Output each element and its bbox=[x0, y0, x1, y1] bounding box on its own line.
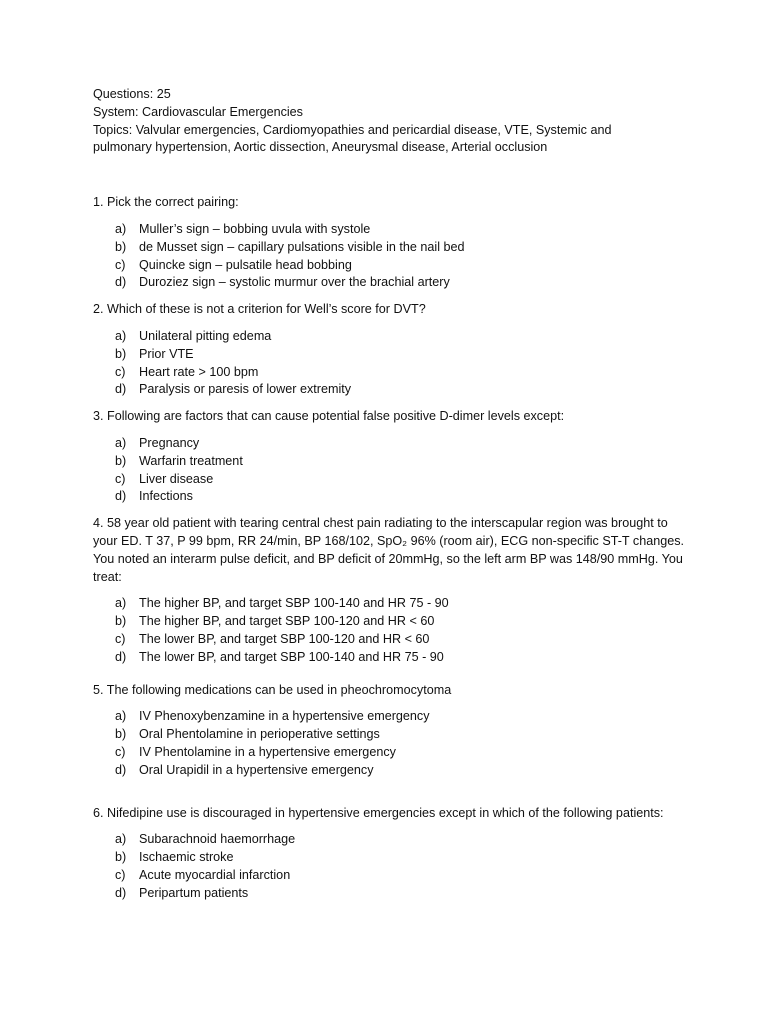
answer-options bbox=[93, 708, 693, 779]
document-page bbox=[93, 86, 693, 902]
answer-option bbox=[93, 726, 693, 744]
question-4 bbox=[93, 515, 693, 666]
answer-option bbox=[93, 257, 693, 275]
option-letter: a) bbox=[115, 832, 127, 847]
question-list bbox=[93, 194, 693, 902]
question-text: 5. The following medications can be used in pheochromocytoma bbox=[93, 682, 452, 697]
answer-option bbox=[93, 328, 693, 346]
option-text: Peripartum patients bbox=[139, 885, 249, 900]
answer-option bbox=[93, 649, 693, 667]
option-text: Muller’s sign – bobbing uvula with systole bbox=[139, 221, 371, 236]
question-text: 2. Which of these is not a criterion for Well’s score for DVT? bbox=[93, 302, 426, 317]
option-text: Oral Phentolamine in perioperative settings bbox=[139, 727, 380, 742]
option-letter: a) bbox=[115, 435, 127, 450]
option-letter: a) bbox=[115, 596, 127, 611]
answer-option bbox=[93, 453, 693, 471]
answer-option bbox=[93, 221, 693, 239]
option-text: Acute myocardial infarction bbox=[139, 867, 291, 882]
option-letter: a) bbox=[115, 709, 127, 724]
answer-options bbox=[93, 435, 693, 506]
answer-option bbox=[93, 708, 693, 726]
question-text: 4. 58 year old patient with tearing central chest pain radiating to the interscapular region was brought to your ED. T 37, P 99 bpm, RR 24/min, BP 168/102, SpO₂ 96% (room air), ECG non-specific ST-T changes. You noted an interarm pulse deficit, and BP deficit of 20mmHg, so the left arm BP was 148/90 mmHg. You treat: bbox=[93, 516, 685, 584]
answer-options bbox=[93, 221, 693, 292]
option-letter: c) bbox=[115, 867, 126, 882]
option-text: Quincke sign – pulsatile head bobbing bbox=[139, 257, 352, 272]
option-letter: b) bbox=[115, 614, 127, 629]
answer-option bbox=[93, 381, 693, 399]
answer-option bbox=[93, 885, 693, 903]
option-letter: c) bbox=[115, 257, 126, 272]
topics-line: Topics: Valvular emergencies, Cardiomyopathies and pericardial disease, VTE, Systemic and pulmonary hypertension, Aortic dissection, Aneurysmal disease, Arterial occlusion bbox=[93, 122, 612, 155]
option-letter: d) bbox=[115, 649, 127, 664]
option-text: IV Phentolamine in a hypertensive emergency bbox=[139, 744, 396, 759]
answer-options bbox=[93, 595, 693, 666]
question-text: 6. Nifedipine use is discouraged in hypertensive emergencies except in which of the following patients: bbox=[93, 805, 664, 820]
option-text: The lower BP, and target SBP 100-120 and HR < 60 bbox=[139, 631, 430, 646]
question-count: Questions: 25 bbox=[93, 87, 171, 101]
option-text: The lower BP, and target SBP 100-140 and HR 75 - 90 bbox=[139, 649, 444, 664]
system-line: System: Cardiovascular Emergencies bbox=[93, 104, 303, 119]
answer-option bbox=[93, 274, 693, 292]
answer-option bbox=[93, 613, 693, 631]
option-text: de Musset sign – capillary pulsations visible in the nail bed bbox=[139, 239, 465, 254]
option-text: Subarachnoid haemorrhage bbox=[139, 832, 296, 847]
option-text: The higher BP, and target SBP 100-140 and HR 75 - 90 bbox=[139, 596, 449, 611]
option-letter: c) bbox=[115, 744, 126, 759]
answer-option bbox=[93, 631, 693, 649]
option-text: Heart rate > 100 bpm bbox=[139, 364, 259, 379]
option-text: Oral Urapidil in a hypertensive emergency bbox=[139, 762, 374, 777]
answer-option bbox=[93, 867, 693, 885]
answer-options bbox=[93, 328, 693, 399]
option-text: Ischaemic stroke bbox=[139, 850, 234, 865]
answer-options bbox=[93, 831, 693, 902]
answer-option bbox=[93, 849, 693, 867]
option-text: IV Phenoxybenzamine in a hypertensive emergency bbox=[139, 709, 430, 724]
option-letter: b) bbox=[115, 239, 127, 254]
option-letter: c) bbox=[115, 364, 126, 379]
option-text: Liver disease bbox=[139, 471, 214, 486]
option-letter: d) bbox=[115, 762, 127, 777]
option-text: Duroziez sign – systolic murmur over the brachial artery bbox=[139, 275, 450, 290]
option-text: The higher BP, and target SBP 100-120 and HR < 60 bbox=[139, 614, 435, 629]
option-letter: d) bbox=[115, 382, 127, 397]
answer-option bbox=[93, 435, 693, 453]
question-2 bbox=[93, 301, 693, 399]
option-text: Infections bbox=[139, 489, 193, 504]
answer-option bbox=[93, 831, 693, 849]
option-letter: a) bbox=[115, 328, 127, 343]
question-6 bbox=[93, 805, 693, 903]
option-letter: b) bbox=[115, 453, 127, 468]
question-5 bbox=[93, 682, 693, 780]
option-text: Paralysis or paresis of lower extremity bbox=[139, 382, 352, 397]
option-text: Pregnancy bbox=[139, 435, 200, 450]
question-text: 1. Pick the correct pairing: bbox=[93, 195, 239, 210]
answer-option bbox=[93, 364, 693, 382]
option-letter: b) bbox=[115, 346, 127, 361]
option-letter: c) bbox=[115, 631, 126, 646]
option-letter: a) bbox=[115, 221, 127, 236]
option-text: Warfarin treatment bbox=[139, 453, 243, 468]
question-3 bbox=[93, 408, 693, 506]
option-letter: b) bbox=[115, 727, 127, 742]
option-letter: d) bbox=[115, 489, 127, 504]
option-letter: b) bbox=[115, 850, 127, 865]
option-letter: c) bbox=[115, 471, 126, 486]
answer-option bbox=[93, 762, 693, 780]
answer-option bbox=[93, 471, 693, 489]
option-letter: d) bbox=[115, 885, 127, 900]
answer-option bbox=[93, 239, 693, 257]
question-1 bbox=[93, 194, 693, 292]
answer-option bbox=[93, 595, 693, 613]
document-header bbox=[93, 86, 693, 157]
question-text: 3. Following are factors that can cause potential false positive D-dimer levels except: bbox=[93, 409, 565, 424]
option-text: Unilateral pitting edema bbox=[139, 328, 272, 343]
option-text: Prior VTE bbox=[139, 346, 194, 361]
option-letter: d) bbox=[115, 275, 127, 290]
answer-option bbox=[93, 744, 693, 762]
answer-option bbox=[93, 346, 693, 364]
answer-option bbox=[93, 488, 693, 506]
